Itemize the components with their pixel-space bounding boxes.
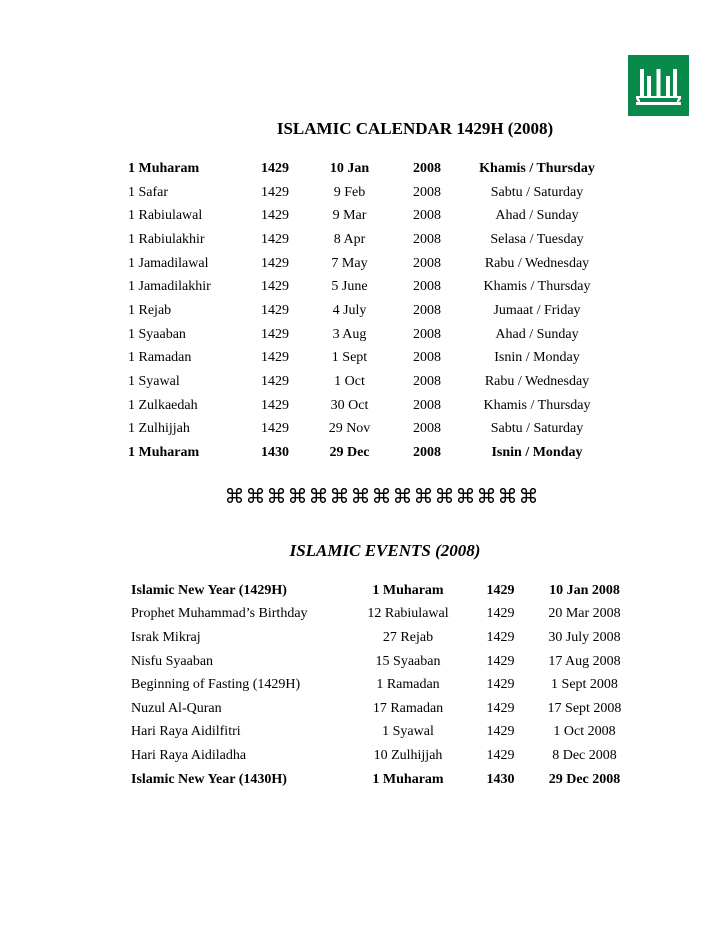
event-name-cell: Nisfu Syaaban [131, 653, 214, 669]
month-cell: 1 Rabiulakhir [128, 231, 205, 247]
month-cell: 1 Syawal [128, 374, 180, 390]
day-cell: Rabu / Wednesday [484, 374, 590, 390]
hijri-year-cell: 1430 [261, 445, 289, 461]
hijri-date-cell: 1 Muharam [372, 771, 444, 787]
month-cell: 1 Muharam [128, 445, 200, 461]
calendar-row [128, 370, 617, 394]
event-name-cell: Israk Mikraj [131, 629, 201, 645]
calendar-row [128, 394, 617, 418]
hijri-year-cell: 1429 [486, 677, 515, 693]
hijri-year-cell: 1429 [486, 653, 515, 669]
day-cell: Khamis / Thursday [483, 397, 591, 413]
gregorian-date-cell: 1 Sept 2008 [551, 677, 618, 693]
event-name-cell: Prophet Muhammad’s Birthday [131, 606, 308, 622]
date-cell: 1 Sept [331, 350, 368, 366]
hijri-year-cell: 1429 [486, 747, 515, 763]
hijri-year-cell: 1429 [261, 255, 289, 271]
ornament-divider: ⌘⌘⌘⌘⌘⌘⌘⌘⌘⌘⌘⌘⌘⌘⌘ [224, 484, 540, 508]
hijri-date-cell: 1 Ramadan [376, 677, 440, 693]
event-name-cell: Islamic New Year (1429H) [131, 582, 287, 598]
hijri-year-cell: 1430 [486, 771, 515, 787]
gregorian-date-cell: 20 Mar 2008 [548, 606, 621, 622]
event-row [131, 768, 631, 792]
calendar-row [128, 347, 617, 371]
day-cell: Ahad / Sunday [495, 208, 579, 224]
date-cell: 9 Mar [332, 208, 367, 224]
month-cell: 1 Zulkaedah [128, 397, 198, 413]
month-cell: 1 Rabiulawal [128, 208, 203, 224]
date-cell: 5 June [331, 279, 368, 295]
gregorian-date-cell: 30 July 2008 [548, 629, 621, 645]
calendar-row [128, 204, 617, 228]
event-name-cell: Hari Raya Aidilfitri [131, 724, 241, 740]
event-row [131, 603, 631, 627]
day-cell: Jumaat / Friday [493, 302, 581, 318]
hijri-date-cell: 12 Rabiulawal [367, 606, 449, 622]
date-cell: 3 Aug [332, 326, 367, 342]
gregorian-date-cell: 17 Aug 2008 [548, 653, 621, 669]
hijri-year-cell: 1429 [261, 208, 289, 224]
gregorian-date-cell: 17 Sept 2008 [547, 700, 622, 716]
hijri-date-cell: 15 Syaaban [375, 653, 441, 669]
hijri-year-cell: 1429 [486, 582, 515, 598]
year-cell: 2008 [413, 350, 441, 366]
hijri-date-cell: 1 Syawal [382, 724, 434, 740]
year-cell: 2008 [413, 160, 441, 176]
hijri-year-cell: 1429 [486, 629, 515, 645]
calendar-row [128, 323, 617, 347]
day-cell: Sabtu / Saturday [490, 184, 584, 200]
hijri-date-cell: 17 Ramadan [372, 700, 444, 716]
hijri-year-cell: 1429 [261, 184, 289, 200]
month-cell: 1 Safar [128, 184, 169, 200]
events-table [131, 579, 631, 791]
date-cell: 29 Nov [328, 421, 371, 437]
date-cell: 1 Oct [334, 374, 365, 390]
hijri-year-cell: 1429 [261, 374, 289, 390]
date-cell: 9 Feb [333, 184, 366, 200]
day-cell: Khamis / Thursday [479, 160, 595, 176]
year-cell: 2008 [413, 421, 441, 437]
day-cell: Rabu / Wednesday [484, 255, 590, 271]
date-cell: 29 Dec [329, 445, 370, 461]
date-cell: 4 July [332, 302, 367, 318]
hijri-year-cell: 1429 [486, 700, 515, 716]
hijri-year-cell: 1429 [486, 606, 515, 622]
event-row [131, 721, 631, 745]
year-cell: 2008 [413, 445, 441, 461]
event-name-cell: Hari Raya Aidiladha [131, 747, 247, 763]
date-cell: 10 Jan [329, 160, 370, 176]
year-cell: 2008 [413, 302, 441, 318]
hijri-date-cell: 1 Muharam [372, 582, 444, 598]
hijri-year-cell: 1429 [261, 302, 289, 318]
event-row [131, 744, 631, 768]
event-row [131, 650, 631, 674]
calendar-row [128, 252, 617, 276]
event-name-cell: Islamic New Year (1430H) [131, 771, 287, 787]
hijri-year-cell: 1429 [261, 397, 289, 413]
year-cell: 2008 [413, 255, 441, 271]
day-cell: Isnin / Monday [494, 350, 580, 366]
event-row [131, 626, 631, 650]
gregorian-date-cell: 1 Oct 2008 [553, 724, 616, 740]
hijri-year-cell: 1429 [486, 724, 515, 740]
year-cell: 2008 [413, 279, 441, 295]
event-name-cell: Nuzul Al-Quran [131, 700, 222, 716]
calendar-row [128, 299, 617, 323]
month-cell: 1 Zulhijjah [128, 421, 190, 437]
calendar-row [128, 418, 617, 442]
date-cell: 30 Oct [330, 397, 369, 413]
month-cell: 1 Syaaban [128, 326, 186, 342]
month-cell: 1 Jamadilawal [128, 255, 209, 271]
month-cell: 1 Jamadilakhir [128, 279, 211, 295]
hijri-date-cell: 27 Rejab [382, 629, 434, 645]
calendar-row [128, 228, 617, 252]
calendar-row [128, 181, 617, 205]
calendar-title: ISLAMIC CALENDAR 1429H (2008) [276, 119, 554, 138]
year-cell: 2008 [413, 184, 441, 200]
events-title: ISLAMIC EVENTS (2008) [289, 541, 481, 560]
mosque-icon [628, 55, 689, 116]
calendar-row [128, 275, 617, 299]
event-row [131, 697, 631, 721]
day-cell: Selasa / Tuesday [490, 231, 584, 247]
event-row [131, 673, 631, 697]
hijri-year-cell: 1429 [261, 231, 289, 247]
hijri-year-cell: 1429 [261, 421, 289, 437]
month-cell: 1 Muharam [128, 160, 200, 176]
hijri-year-cell: 1429 [261, 326, 289, 342]
month-cell: 1 Ramadan [128, 350, 192, 366]
date-cell: 7 May [331, 255, 368, 271]
event-name-cell: Beginning of Fasting (1429H) [131, 677, 301, 693]
year-cell: 2008 [413, 208, 441, 224]
day-cell: Ahad / Sunday [495, 326, 579, 342]
year-cell: 2008 [413, 374, 441, 390]
hijri-year-cell: 1429 [261, 350, 289, 366]
day-cell: Isnin / Monday [491, 445, 583, 461]
month-cell: 1 Rejab [128, 302, 172, 318]
calendar-row [128, 157, 617, 181]
gregorian-date-cell: 29 Dec 2008 [548, 771, 621, 787]
year-cell: 2008 [413, 326, 441, 342]
day-cell: Khamis / Thursday [483, 279, 591, 295]
day-cell: Sabtu / Saturday [490, 421, 584, 437]
gregorian-date-cell: 8 Dec 2008 [552, 747, 617, 763]
year-cell: 2008 [413, 231, 441, 247]
hijri-year-cell: 1429 [261, 279, 289, 295]
event-row [131, 579, 631, 603]
date-cell: 8 Apr [333, 231, 366, 247]
hijri-year-cell: 1429 [261, 160, 289, 176]
calendar-table [128, 157, 617, 465]
gregorian-date-cell: 10 Jan 2008 [549, 582, 620, 598]
calendar-row [128, 441, 617, 465]
year-cell: 2008 [413, 397, 441, 413]
hijri-date-cell: 10 Zulhijjah [373, 747, 443, 763]
